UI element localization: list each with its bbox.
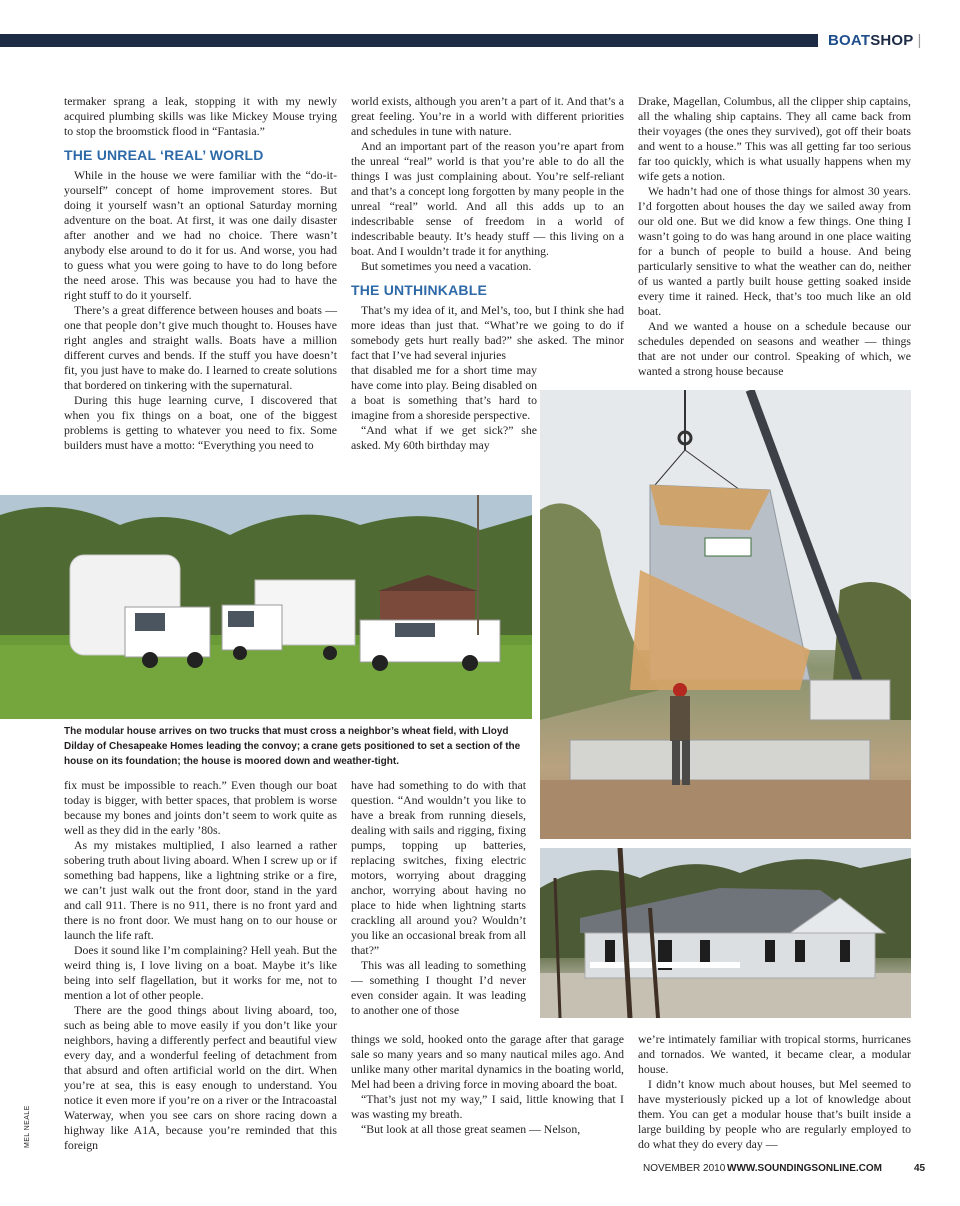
article-column-3 [638, 94, 911, 379]
paragraph: While in the house we were familiar with the “do-it-yourself” concept of home improvement stores. But doing it yourself wasn’t an optional Saturday morning adventure on the boat. At first, it was one daily disaster after another and we had no choice. There wasn’t anybody else around to do it for us. And worse, you had to guess what you were going to have to do long before the need arose. This was because you had to have the right stuff to do it yourself. [64, 168, 337, 302]
footer-date: NOVEMBER 2010 [643, 1163, 726, 1174]
crane-illustration [540, 390, 911, 839]
paragraph: have had something to do with that question. “And wouldn’t you like to have a break from running diesels, dealing with sails and rigging, fixing pumps, topping up batteries, replacing switches, fixing electric motors, worrying about dragging anchor, worrying about having no place to hide when lightning starts crackling all around you? Wouldn’t you like an occasional break from all that?” [351, 778, 526, 957]
subheading-unthinkable: THE UNTHINKABLE [351, 282, 487, 298]
house-illustration [540, 848, 911, 1018]
footer-website-link[interactable]: WWW.SOUNDINGSONLINE.COM [727, 1163, 882, 1174]
subheading-unreal-real-world: THE UNREAL ‘REAL’ WORLD [64, 147, 264, 163]
paragraph: things we sold, hooked onto the garage after that garage sale so many years and so many nautical miles ago. And unlike many other marital dynamics in the boating world, Mel had been a driving force in moving aboard the boat. [351, 1032, 624, 1091]
article-column-1 [64, 94, 337, 453]
paragraph: termaker sprang a leak, stopping it with my newly acquired plumbing skills was like Mickey Mouse trying to stop the broomstick flood in “Fantasia.” [64, 94, 337, 138]
paragraph: And we wanted a house on a schedule because our schedules depended on seasons and weather — things that are not under our control. Speaking of which, we wanted a strong house because [638, 319, 911, 378]
section-tag [828, 32, 922, 49]
article-column-6 [351, 1032, 624, 1137]
paragraph: “That’s just not my way,” I said, little knowing that I was wasting my breath. [351, 1092, 624, 1121]
photo-caption: The modular house arrives on two trucks that must cross a neighbor’s wheat field, with Lloyd Dilday of Chesapeake Homes leading the convoy; a crane gets positioned to set a section of the house on its foundation; the house is moored down and weather-tight. [64, 726, 521, 767]
photo-trucks-wheat-field [0, 495, 532, 719]
paragraph: world exists, although you aren’t a part of it. And that’s a great feeling. You’re in a world with different priorities and schedules in tune with nature. [351, 94, 624, 138]
paragraph: This was all leading to something — something I thought I’d never even consider again. It was leading to another one of those [351, 958, 526, 1017]
paragraph: I didn’t know much about houses, but Mel seemed to have mysteriously picked up a lot of knowledge about them. You can get a modular house that’s built inside a large building by people who are regularly employed to do what they do every day — [638, 1077, 911, 1151]
photo-crane-lifting-house [540, 390, 911, 839]
article-column-4 [64, 778, 337, 1153]
paragraph: Does it sound like I’m complaining? Hell yeah. But the weird thing is, I love living on a boat. Maybe it’s like being into self flagellation, but it works for me, not to mention a lot of other people. [64, 943, 337, 1002]
paragraph: But sometimes you need a vacation. [361, 259, 532, 273]
paragraph: And an important part of the reason you’re apart from the unreal “real” world is that you’re able to do all the things I was just complaining about. You’re self-reliant and that’s a concept long forgotten by many people in the unreal “real” world. And all this adds up to an indescribable sense of freedom in a world of indescribable beauty. It’s heady stuff — this living on a boat. And I wouldn’t trade it for anything. [351, 139, 624, 258]
page-number: 45 [914, 1163, 926, 1174]
article-column-7 [638, 1032, 911, 1152]
paragraph: Drake, Magellan, Columbus, all the clipper ship captains, all the whaling ship captains. They all came back from their voyages (the ones they survived), got off their boats and went to a house.” This was all getting far too serious far too quickly, which is what usually happens when my wife gets a notion. [638, 94, 911, 183]
header-rule [0, 34, 818, 47]
paragraph: There’s a great difference between houses and boats — one that people don’t give much thought to. Houses have right angles and straight walls. Boats have a million different curves and bends. If the stuff you have doesn’t fit, you just have to make do. I learned to create solutions that bordered on tinkering with the supernatural. [64, 303, 337, 392]
paragraph: We hadn’t had one of those things for almost 30 years. I’d forgotten about houses the day we sailed away from our old one. But we did know a few things. One thing I wasn’t going to do was hang around in one place waiting for a bunch of people to build a house. And being particularly sensitive to what the weather can do, neither of us wanted a partly built house getting soaked inside every time it rained. Heck, that’s too much like an old boat. [638, 184, 911, 318]
section-tag-boat: BOAT [828, 32, 871, 49]
paragraph: During this huge learning curve, I discovered that when you fix things on a boat, one of the biggest problems is getting to whatever you need to fix. Some builders must have a motto: “Everything you need to [64, 393, 337, 452]
paragraph: That’s my idea of it, and Mel’s, too, but I think she had more ideas than just that. “What’re we going to do if somebody gets hurt really bad?” she asked. The minor fact that I’ve had several injuries [351, 303, 624, 362]
paragraph: “But look at all those great seamen — Nelson, [361, 1122, 581, 1136]
paragraph: fix must be impossible to reach.” Even though our boat today is bigger, with better spaces, that problem is worse because my bones and joints don’t seem to work quite as well as they did in the early ’80s. [64, 778, 337, 837]
paragraph: There are the good things about living aboard, too, such as being able to move easily if you don’t like your neighbors, having a differently perfect and beautiful view every day, and a wonderful feeling of detachment from that absurd and often artificial world on the dirt. When you’re at sea, this is easy enough to understand. You notice it even more if you’re on a river or the Intracoastal Waterway, when you see cars on shore racing down a highway like A1A, because you’re reminded that this foreign [64, 1003, 337, 1152]
paragraph: “And what if we get sick?” she asked. My 60th birthday may [351, 423, 537, 452]
photo-credit: MEL NEALE [24, 1105, 31, 1148]
trucks-illustration [0, 495, 532, 719]
article-column-5 [351, 778, 526, 1018]
paragraph: we’re intimately familiar with tropical storms, hurricanes and tornados. We wanted, it became clear, a modular house. [638, 1032, 911, 1076]
paragraph: that disabled me for a short time may have come into play. Being disabled on a boat is something that’s hard to imagine from a shoreside perspective. [351, 363, 537, 422]
photo-finished-house [540, 848, 911, 1018]
wrapped-text [351, 363, 537, 453]
paragraph: As my mistakes multiplied, I also learned a rather sobering truth about living aboard. When I screw up or if something bad happens, like a lightning strike or a fire, we can’t just walk out the front door, stand in the yard and call 911. There is no 911, there is no front yard and there is no front door. We must hang on to our house or launch the life raft. [64, 838, 337, 942]
section-tag-separator: | [917, 32, 922, 49]
section-tag-shop: SHOP [870, 32, 914, 49]
